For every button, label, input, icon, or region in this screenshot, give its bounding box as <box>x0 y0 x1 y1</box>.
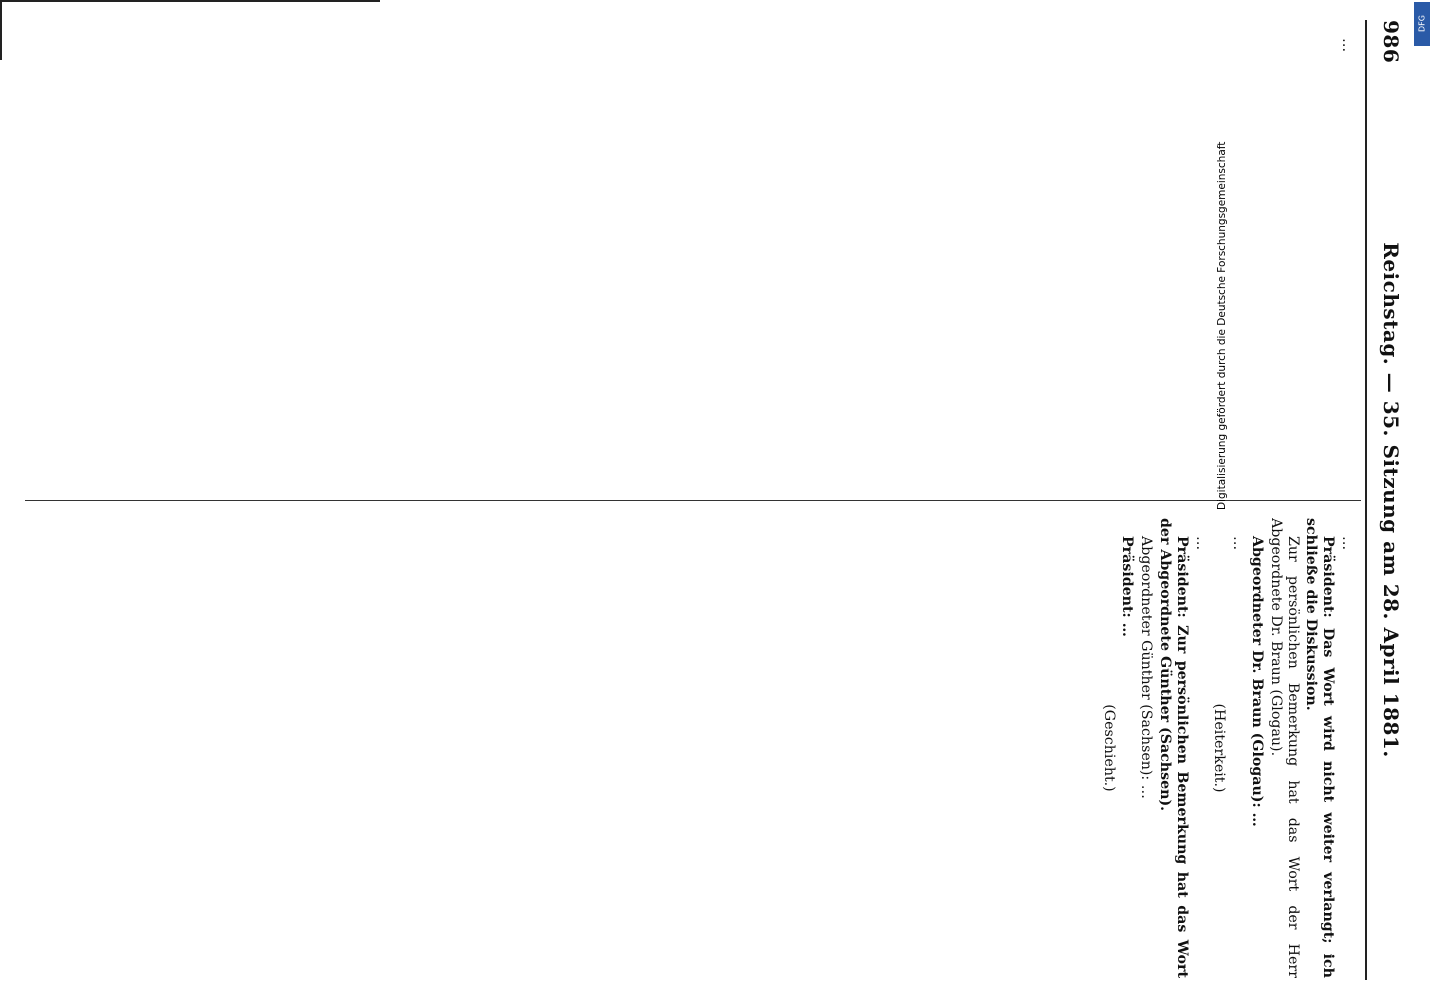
right-column-paragraph: … <box>1192 536 1209 551</box>
top-border-rule <box>0 0 380 2</box>
right-column-paragraph: Präsident: Zur persönlichen Bemerkung hat das Wort der Abgeordnete Günther (Sachsen). <box>1157 518 1190 978</box>
right-column-paragraph: (Heiterkeit.) <box>1211 703 1228 793</box>
rotated-page <box>21 20 1411 980</box>
right-column-paragraph: Abgeordneter Dr. Braun (Glogau): … <box>1249 536 1266 827</box>
left-column-paragraph: … <box>1339 38 1355 53</box>
dfg-logo: DFG <box>1414 2 1430 46</box>
left-border-rule <box>0 0 2 60</box>
right-column-paragraph: (Geschieht.) <box>1100 704 1117 792</box>
header-rule <box>1365 20 1367 980</box>
right-column-paragraph: Präsident: Das Wort wird nicht weiter verlangt; ich schließe die Diskussion. <box>1303 518 1337 978</box>
left-column <box>27 20 1355 480</box>
digitization-credit: Digitalisierung gefördert durch die Deutsche Forschungsgemeinschaft <box>1216 141 1228 510</box>
right-column-paragraph: Abgeordneter Günther (Sachsen): … <box>1138 536 1155 799</box>
running-title: Reichstag. — 35. Sitzung am 28. April 1881. <box>1379 242 1403 758</box>
right-column-paragraph: … <box>1339 536 1355 551</box>
right-column-paragraph: … <box>1230 536 1247 551</box>
column-divider <box>25 500 1361 501</box>
right-column-paragraph: Präsident: … <box>1119 536 1136 637</box>
running-head <box>1371 20 1411 980</box>
page-number: 986 <box>1379 20 1403 64</box>
right-column-paragraph: Zur persönlichen Bemerkung hat das Wort der Herr Abgeordnete Dr. Braun (Glogau). <box>1267 518 1301 978</box>
right-column <box>27 518 1355 978</box>
